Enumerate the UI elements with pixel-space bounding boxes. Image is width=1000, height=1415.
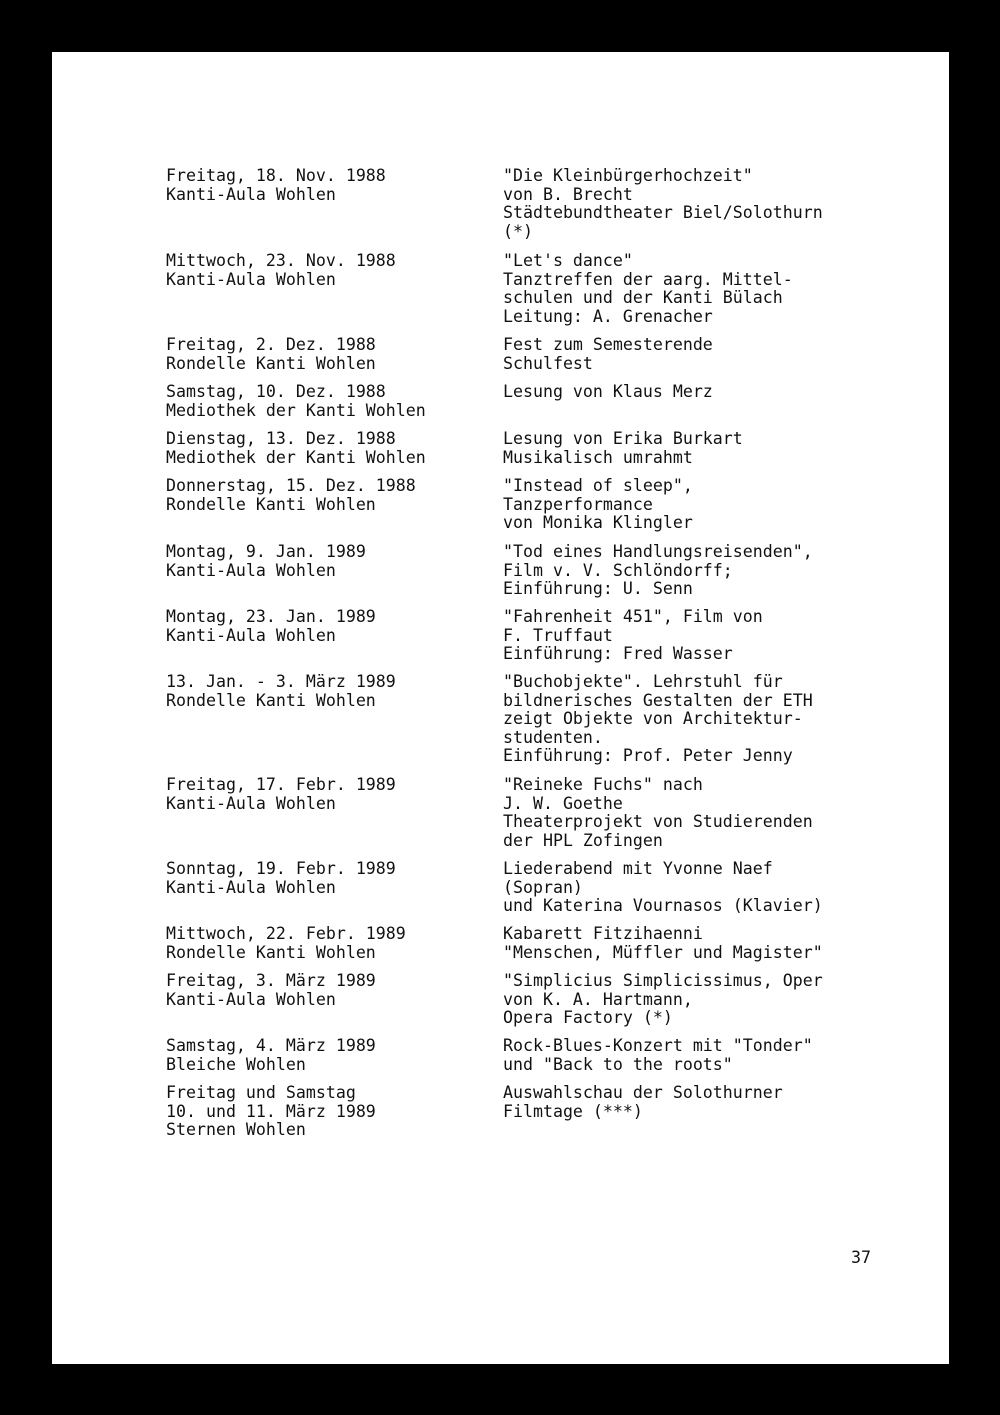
event-description: Fest zum Semesterende Schulfest [503,335,713,373]
event-description: "Fahrenheit 451", Film von F. Truffaut Einführung: Fred Wasser [503,607,763,664]
event-date-location: Montag, 9. Jan. 1989 Kanti-Aula Wohlen [166,542,366,580]
event-description: "Reineke Fuchs" nach J. W. Goethe Theaterprojekt von Studierenden der HPL Zofingen [503,775,813,850]
event-date-location: Freitag, 3. März 1989 Kanti-Aula Wohlen [166,971,376,1009]
event-date-location: Montag, 23. Jan. 1989 Kanti-Aula Wohlen [166,607,376,645]
event-date-location: Dienstag, 13. Dez. 1988 Mediothek der Kanti Wohlen [166,429,426,467]
event-description: "Instead of sleep", Tanzperformance von Monika Klingler [503,476,693,533]
event-date-location: Freitag, 17. Febr. 1989 Kanti-Aula Wohlen [166,775,396,813]
event-date-location: Freitag, 18. Nov. 1988 Kanti-Aula Wohlen [166,166,386,204]
event-description: Liederabend mit Yvonne Naef (Sopran) und Katerina Vournasos (Klavier) [503,859,823,916]
event-description: Lesung von Klaus Merz [503,382,713,401]
event-date-location: Samstag, 10. Dez. 1988 Mediothek der Kanti Wohlen [166,382,426,420]
event-date-location: 13. Jan. - 3. März 1989 Rondelle Kanti Wohlen [166,672,396,710]
event-date-location: Sonntag, 19. Febr. 1989 Kanti-Aula Wohlen [166,859,396,897]
event-description: "Let's dance" Tanztreffen der aarg. Mittel- schulen und der Kanti Bülach Leitung: A. Grenacher [503,251,793,326]
event-date-location: Freitag und Samstag 10. und 11. März 1989 Sternen Wohlen [166,1083,376,1140]
event-description: "Simplicius Simplicissimus, Oper von K. A. Hartmann, Opera Factory (*) [503,971,823,1028]
event-description: Kabarett Fitzihaenni "Menschen, Müffler und Magister" [503,924,823,962]
event-date-location: Mittwoch, 22. Febr. 1989 Rondelle Kanti Wohlen [166,924,406,962]
event-date-location: Mittwoch, 23. Nov. 1988 Kanti-Aula Wohlen [166,251,396,289]
event-date-location: Donnerstag, 15. Dez. 1988 Rondelle Kanti Wohlen [166,476,416,514]
page-number: 37 [851,1248,871,1267]
event-description: "Tod eines Handlungsreisenden", Film v. V. Schlöndorff; Einführung: U. Senn [503,542,813,599]
event-description: Auswahlschau der Solothurner Filmtage (***) [503,1083,783,1121]
event-description: "Die Kleinbürgerhochzeit" von B. Brecht Städtebundtheater Biel/Solothurn (*) [503,166,823,241]
event-date-location: Freitag, 2. Dez. 1988 Rondelle Kanti Wohlen [166,335,376,373]
event-date-location: Samstag, 4. März 1989 Bleiche Wohlen [166,1036,376,1074]
document-page [52,52,949,1364]
event-description: "Buchobjekte". Lehrstuhl für bildnerisches Gestalten der ETH zeigt Objekte von Architektur- studenten. Einführung: Prof. Peter Jenny [503,672,813,766]
event-description: Rock-Blues-Konzert mit "Tonder" und "Back to the roots" [503,1036,813,1074]
event-description: Lesung von Erika Burkart Musikalisch umrahmt [503,429,743,467]
